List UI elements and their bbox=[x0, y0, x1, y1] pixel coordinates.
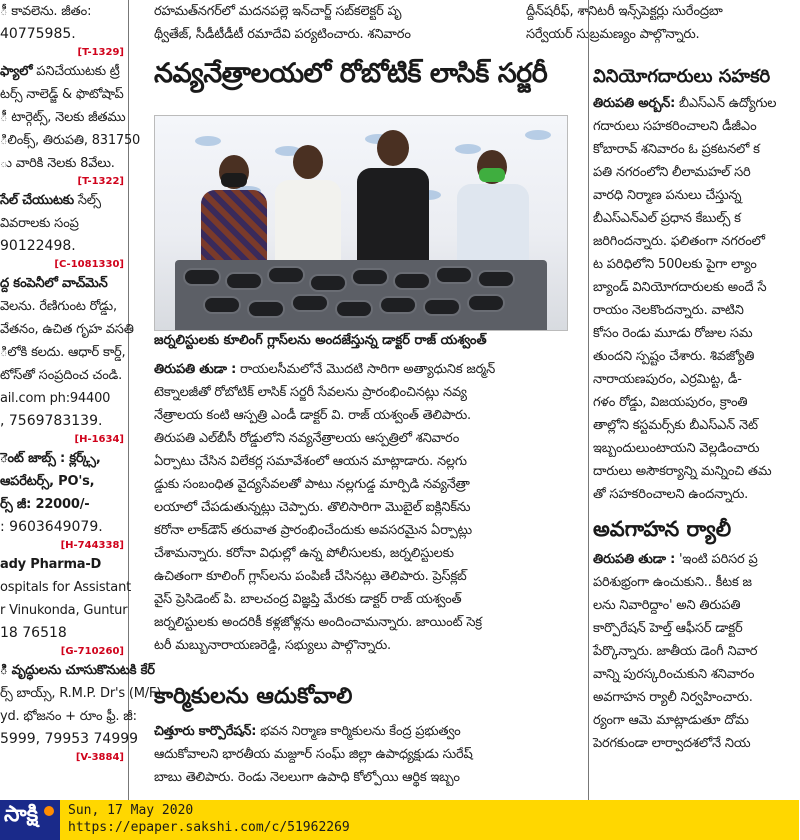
classified-line: టర్స్ నాలెడ్జ్ & ఫొటోషాప్ bbox=[0, 87, 124, 102]
article-line: పతి నగరంలోని లీలామహల్ సరి bbox=[593, 165, 751, 180]
article-photo bbox=[154, 115, 568, 331]
classified-line: ెంట్ జాబ్స్ : క్లర్క్స్, bbox=[0, 451, 101, 466]
article-line: తిరుపతి తుడా : 'ఇంటి పరిసర ప్ర bbox=[593, 552, 758, 567]
classified-phone: : 9603649079. bbox=[0, 519, 103, 535]
classified-line: సేల్ చేయుటకు సేల్స్ bbox=[0, 193, 101, 208]
sakshi-logo bbox=[0, 800, 60, 840]
classified-code: [H-1634] bbox=[74, 434, 124, 445]
article-line: ఆదుకోవాలని భారతీయ మజ్దూర్ సంఘ్ జిల్లా ఉపాధ్యక్షుడు సురేష్ bbox=[154, 747, 473, 762]
classified-line: ద్ద కంపెనీలో వాచ్‌మెన్ bbox=[0, 276, 108, 291]
article-line: తో సహకరించాలని ఉందన్నారు. bbox=[593, 487, 749, 502]
classified-phone: 90122498. bbox=[0, 238, 76, 254]
classified-line: ర్స్ బాయ్స్, R.M.P. Dr's (M/F) bbox=[0, 686, 162, 701]
classified-code: [T-1322] bbox=[77, 176, 124, 187]
classified-line: ail.com ph:94400 bbox=[0, 391, 111, 406]
article-line: కరోనా లాక్‌డౌన్ తరువాత ప్రారంభించేందుకు అవసరమైన ఏర్పాట్లు bbox=[154, 523, 472, 538]
article-line: లను నివారిద్దాం' అని తిరుపతి bbox=[593, 598, 741, 613]
second-article-headline: కార్మికులను ఆదుకోవాలి bbox=[154, 684, 353, 709]
article-line: తుందని స్పష్టం చేశారు. శివజ్యోతి bbox=[593, 349, 755, 364]
logo-text: సాక్షి bbox=[4, 802, 39, 827]
article-line: జరిగిందన్నారు. ఫలితంగా నగరంలో bbox=[593, 234, 765, 249]
classified-line: ిలోకి కలదు. ఆధార్ కార్డ్, bbox=[0, 345, 126, 360]
article-line: పెరగకుండా లార్వాదశలోనే నియ bbox=[593, 736, 751, 751]
article-line: నేత్రాలయ కంటి ఆస్పత్రి ఎండీ డాక్టర్ వి. రాజ్ యశ్వంత్ తెలిపారు. bbox=[154, 408, 471, 423]
classified-phone: 5999, 79953 74999 bbox=[0, 731, 139, 747]
classified-line: ady Pharma-D bbox=[0, 557, 102, 572]
article-line: టెక్నాలజీతో రోబోటిక్ లాసిక్ సర్జరీ సేవలను ప్రారంభించినట్లు నవ్య bbox=[154, 385, 467, 400]
prev-article-line: సర్వేయర్ సుబ్రమణ్యం పాల్గొన్నారు. bbox=[526, 27, 700, 42]
photo-caption: జర్నలిస్టులకు కూలింగ్ గ్లాస్‌లను అందజేస్తున్న డాక్టర్ రాజ్ యశ్వంత్ bbox=[154, 333, 487, 348]
second-article-body bbox=[154, 720, 574, 789]
article-line: బాబు తెలిపారు. రెండు నెలలుగా ఉపాధి కోల్పోయి ఆర్థిక ఇబ్బం bbox=[154, 770, 460, 785]
main-article-body bbox=[154, 358, 574, 657]
prev-article-line: ద్దీన్‌షరీఫ్, శానిటరీ ఇన్స్‌పెక్టర్లు సురేంద్రబా bbox=[526, 4, 723, 19]
classified-phone: 40775985. bbox=[0, 26, 76, 42]
right-article1-body bbox=[593, 92, 800, 506]
classified-line: ర్స్ జీ: 22000/- bbox=[0, 497, 90, 512]
main-headline: నవ్యనేత్రాలయలో రోబోటిక్ లాసిక్ సర్జరీ bbox=[154, 58, 548, 89]
right-article1-headline: వినియోగదారులు సహకరి bbox=[593, 66, 771, 87]
article-line: బ్యాండ్ వినియోగదారులకు అందే సే bbox=[593, 280, 767, 295]
article-line: తిరుపతి అర్బన్: బీఎస్‌ఎన్ ఉద్యోగుల bbox=[593, 96, 777, 111]
article-line: దారులు అసౌకర్యాన్ని మన్నించి తమ bbox=[593, 464, 772, 479]
article-line: అవగాహన ర్యాలీ నిర్వహించారు. bbox=[593, 690, 753, 705]
classified-line: వేతనం, ఉచిత గృహ వసతి bbox=[0, 322, 134, 337]
article-line: డ్డుకు సంబంధిత వైద్యసేవలతో పాటు నల్లగుడ్డ మార్పిడి నవ్యనేత్రా bbox=[154, 477, 470, 492]
classified-line: టోస్‌తో సంప్రదించ చండి. bbox=[0, 368, 123, 383]
classified-line: ఆపరేటర్స్, PO's, bbox=[0, 474, 95, 489]
article-line: కోబారావ్ శనివారం ఓ ప్రకటనలో క bbox=[593, 142, 760, 157]
prev-article-line: రహమత్‌నగర్‌లో మదనపల్లె ఇన్‌చార్జ్ సబ్‌కలెక్టర్ పృ bbox=[154, 4, 402, 19]
article-line: ర్యంగా ఆమె మాట్లాడుతూ దోమ bbox=[593, 713, 749, 728]
article-line: రాయం నెలకొందన్నారు. వాటిని bbox=[593, 303, 744, 318]
classified-line: ు వారికి నెలకు 8వేలు. bbox=[0, 156, 115, 171]
article-line: ఏర్పాటు చేసిన విలేకర్ల సమావేశంలో ఆయన మాట్లాడారు. నల్లగు bbox=[154, 454, 467, 469]
article-line: చిత్తూరు కార్పొరేషన్: భవన నిర్మాణ కార్మికులను కేంద్ర ప్రభుత్వం bbox=[154, 724, 461, 739]
article-line: వైస్ ప్రెసిడెంట్ పి. బాలచంద్ర విజ్ఞప్తి మేరకు డాక్టర్ రాజ్ యశ్వంత్ bbox=[154, 592, 462, 607]
article-line: పేర్కొన్నారు. జాతీయ డెంగీ నివార bbox=[593, 644, 758, 659]
right-article2-body bbox=[593, 548, 800, 755]
article-line: కోసం రెండు మూడు రోజుల సమ bbox=[593, 326, 753, 341]
article-line: టరీ మబ్బునారాయణరెడ్డి, సభ్యులు పాల్గొన్నారు. bbox=[154, 638, 391, 653]
article-line: కార్పొరేషన్ హెల్త్ ఆఫీసర్ డాక్టర్ bbox=[593, 621, 743, 636]
right-article2-headline: అవగాహన ర్యాలీ bbox=[593, 517, 732, 541]
second-article bbox=[154, 680, 574, 789]
classified-line: వెలను. రేణిగుంట రోడ్డు, bbox=[0, 299, 117, 314]
classified-code: [H-744338] bbox=[60, 540, 124, 551]
article-line: ఇబ్బందులుంటాయని వెల్లడించారు bbox=[593, 441, 760, 456]
classified-code: [C-1081330] bbox=[54, 259, 124, 270]
classified-line: r Vinukonda, Guntur bbox=[0, 603, 128, 618]
previous-article-tail bbox=[154, 0, 514, 52]
classified-line: ీ టార్గెట్స్, నెలకు జీతము bbox=[0, 110, 126, 125]
classified-line: ీ కావలెను. జీతం: bbox=[0, 4, 92, 19]
article-line: గదారులు సహకరించాలని డీజీఎం bbox=[593, 119, 757, 134]
classified-phone: 18 76518 bbox=[0, 625, 67, 641]
article-line: ట పరిధిలోని 500లకు పైగా ల్యాం bbox=[593, 257, 757, 272]
article-line: వాన్ని పురస్కరించుకుని శనివారం bbox=[593, 667, 755, 682]
article-line: నారాయణపురం, ఎర్రమిట్ట, డీ- bbox=[593, 372, 742, 387]
article-line: బీఎస్‌ఎన్ఎల్ ప్రధాన కేబుల్స్ క bbox=[593, 211, 741, 226]
classified-line: yd. భోజనం + రూం ఫ్రీ. జీ: bbox=[0, 709, 137, 724]
classified-code: [G-710260] bbox=[60, 646, 124, 657]
footer-url[interactable]: https://epaper.sakshi.com/c/51962269 bbox=[68, 820, 350, 835]
article-line: తాల్లోని కస్టమర్స్‌కు బీఎస్‌ఎన్ నెట్ bbox=[593, 418, 758, 433]
right-column bbox=[588, 0, 800, 800]
prev-article-line: థ్వీతేజ్, సీడీటీడీటీ రమాదేవి పర్యటించారు. శనివారం bbox=[154, 27, 411, 42]
article-line: తిరుపతి తుడా : రాయలసీమలోనే మొదటి సారిగా అత్యాధునిక జర్మన్ bbox=[154, 362, 495, 377]
classified-line: ospitals for Assistant bbox=[0, 580, 132, 595]
classified-line: ి వృద్ధులను చూసుకొనుటకి కేర్ bbox=[0, 663, 155, 678]
epaper-footer bbox=[0, 800, 799, 840]
classified-code: [V-3884] bbox=[75, 752, 124, 763]
footer-date: Sun, 17 May 2020 bbox=[68, 803, 194, 818]
article-line: గళం రోడ్డు, విజయపురం, క్రాంతి bbox=[593, 395, 748, 410]
classified-line: ిలింక్స్, తిరుపతి, 831750 bbox=[0, 133, 141, 148]
article-line: జర్నలిస్టులకు అందరికీ కళ్లజోళ్లను అందించామన్నారు. జాయింట్ సెక్ర bbox=[154, 615, 482, 630]
logo-dot-icon bbox=[44, 806, 54, 816]
classified-phone: , 7569783139. bbox=[0, 413, 103, 429]
article-line: పరిశుభ్రంగా ఉంచుకుని.. కీటక జ bbox=[593, 575, 752, 590]
article-line: తిరుపతి ఎల్‌బీసీ రోడ్డులోని నవ్యనేత్రాలయ ఆస్పత్రిలో శనివారం bbox=[154, 431, 460, 446]
classified-line: వివరాలకు సంప్ర bbox=[0, 216, 79, 231]
article-line: వారధి నిర్మాణ పనులు చేస్తున్న bbox=[593, 188, 742, 203]
classified-code: [T-1329] bbox=[77, 47, 124, 58]
classified-line: ఫ్యాలో పనిచేయుటకు ట్రీ bbox=[0, 64, 120, 79]
article-line: ఉచితంగా కూలింగ్ గ్లాస్‌లను పంపిణీ చేసినట్లు తెలిపారు. ప్రెస్‌క్లబ్ bbox=[154, 569, 467, 584]
article-line: లయాలో చేపడుతున్నట్లు చెప్పారు. తొలిసారిగా మొబైల్ ఐక్లినిక్‌ను bbox=[154, 500, 471, 515]
article-line: చేశామన్నారు. కరోనా విధుల్లో ఉన్న పోలీసులకు, జర్నలిస్టులకు bbox=[154, 546, 454, 561]
classifieds-column bbox=[0, 0, 162, 800]
